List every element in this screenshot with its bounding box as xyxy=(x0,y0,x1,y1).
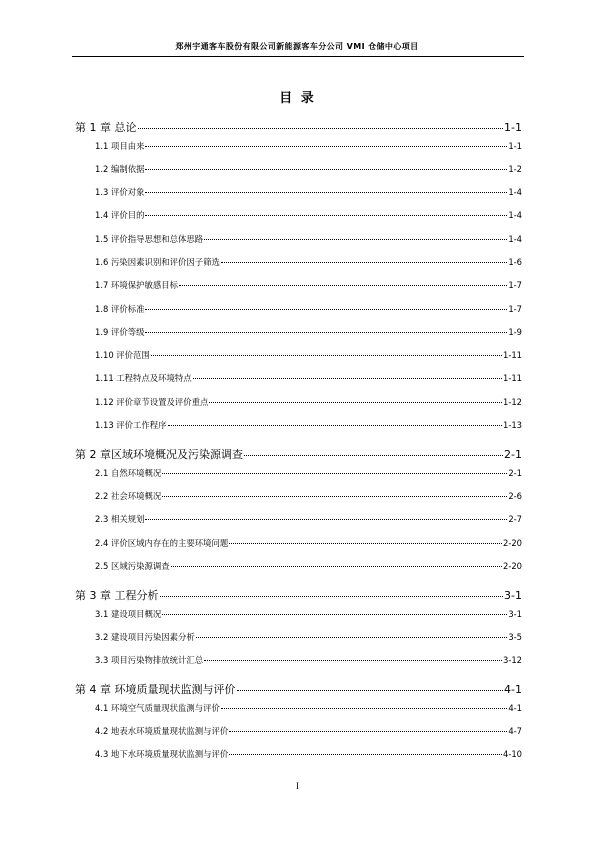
toc-entry-page: 4-10 xyxy=(502,749,522,759)
toc-entry-page: 2-6 xyxy=(508,491,522,501)
toc-entry-label: 2.3 相关规划 xyxy=(95,514,145,524)
dot-leader xyxy=(151,355,502,356)
toc-section-entry[interactable] xyxy=(95,349,522,361)
toc-entry-page: 1-11 xyxy=(502,350,522,360)
toc-entry-page: 1-4 xyxy=(508,187,522,197)
toc-entry-label: 第 1 章 总论 xyxy=(75,121,137,134)
toc-entry-page: 1-1 xyxy=(504,121,522,134)
toc-section-entry[interactable] xyxy=(95,608,522,620)
toc-section-entry[interactable] xyxy=(95,490,522,502)
toc-entry-page: 1-7 xyxy=(508,304,522,314)
toc-section-entry[interactable] xyxy=(95,725,522,737)
toc-entry-page: 4-7 xyxy=(508,726,522,736)
dot-leader xyxy=(145,146,507,147)
toc-section-entry[interactable] xyxy=(95,631,522,643)
toc-entry-page: 3-1 xyxy=(504,589,522,602)
toc-entry-label: 1.3 评价对象 xyxy=(95,187,145,197)
toc-entry-page: 1-9 xyxy=(508,327,522,337)
toc-chapter-entry[interactable] xyxy=(75,446,522,461)
dot-leader xyxy=(145,332,507,333)
toc-section-entry[interactable] xyxy=(95,467,522,479)
toc-entry-page: 2-1 xyxy=(508,468,522,478)
toc-entry-label: 2.4 评价区域内存在的主要环境问题 xyxy=(95,538,229,548)
toc-entry-page: 2-20 xyxy=(502,538,522,548)
toc-entry-page: 1-11 xyxy=(502,373,522,383)
toc-entry-label: 3.1 建设项目概况 xyxy=(95,609,162,619)
toc-entry-label: 1.4 评价目的 xyxy=(95,210,145,220)
toc-section-entry[interactable] xyxy=(95,303,522,315)
toc-section-entry[interactable] xyxy=(95,326,522,338)
dot-leader xyxy=(168,425,502,426)
toc-entry-label: 第 4 章 环境质量现状监测与评价 xyxy=(75,683,236,696)
dot-leader xyxy=(221,262,507,263)
toc-entry-page: 2-7 xyxy=(508,514,522,524)
dot-leader xyxy=(171,566,502,567)
toc-section-entry[interactable] xyxy=(95,419,522,431)
toc-section-entry[interactable] xyxy=(95,702,522,714)
toc-entry-label: 1.5 评价指导思想和总体思路 xyxy=(95,234,204,244)
dot-leader xyxy=(145,169,507,170)
dot-leader xyxy=(160,596,504,597)
toc-entry-page: 2-1 xyxy=(504,448,522,461)
toc-entry-label: 4.2 地表水环境质量现状监测与评价 xyxy=(95,726,229,736)
toc-entry-page: 4-1 xyxy=(508,703,522,713)
toc-section-entry[interactable] xyxy=(95,233,522,245)
toc-entry-page: 3-5 xyxy=(508,632,522,642)
toc-section-entry[interactable] xyxy=(95,209,522,221)
toc-entry-page: 1-6 xyxy=(508,257,522,267)
toc-entry-label: 1.8 评价标准 xyxy=(95,304,145,314)
dot-leader xyxy=(229,543,502,544)
toc-entry-page: 1-1 xyxy=(508,141,522,151)
toc-entry-label: 1.12 评价章节设置及评价重点 xyxy=(95,397,209,407)
toc-entry-label: 3.3 项目污染物排放统计汇总 xyxy=(95,655,204,665)
dot-leader xyxy=(145,519,507,520)
toc-title: 目 录 xyxy=(279,91,316,106)
dot-leader xyxy=(162,473,507,474)
toc-section-entry[interactable] xyxy=(95,186,522,198)
toc-entry-page: 3-12 xyxy=(502,655,522,665)
dot-leader xyxy=(209,402,502,403)
toc-entry-label: 1.13 评价工作程序 xyxy=(95,420,167,430)
dot-leader xyxy=(221,708,507,709)
dot-leader xyxy=(244,455,503,456)
toc-section-entry[interactable] xyxy=(95,537,522,549)
toc-section-entry[interactable] xyxy=(95,163,522,175)
toc-entry-label: 第 2 章区域环境概况及污染源调查 xyxy=(75,448,243,461)
dot-leader xyxy=(204,239,507,240)
toc-entry-label: 3.2 建设项目污染因素分析 xyxy=(95,632,195,642)
toc-section-entry[interactable] xyxy=(95,372,522,384)
dot-leader xyxy=(196,637,508,638)
toc-entry-page: 1-7 xyxy=(508,280,522,290)
toc-chapter-entry[interactable] xyxy=(75,681,522,696)
dot-leader xyxy=(145,192,507,193)
dot-leader xyxy=(162,496,507,497)
toc-section-entry[interactable] xyxy=(95,256,522,268)
toc-entry-label: 1.9 评价等级 xyxy=(95,327,145,337)
toc-section-entry[interactable] xyxy=(95,396,522,408)
toc-entry-label: 1.1 项目由来 xyxy=(95,141,145,151)
toc-entry-page: 1-2 xyxy=(508,164,522,174)
toc-entry-page: 1-4 xyxy=(508,210,522,220)
dot-leader xyxy=(138,128,504,129)
toc-entry-page: 2-20 xyxy=(502,561,522,571)
dot-leader xyxy=(179,285,507,286)
toc-chapter-entry[interactable] xyxy=(75,587,522,602)
toc-entry-label: 4.3 地下水环境质量现状监测与评价 xyxy=(95,749,229,759)
toc-entry-page: 1-12 xyxy=(502,397,522,407)
running-header: 郑州宇通客车股份有限公司新能源客车分公司 VMI 仓储中心项目 xyxy=(175,42,419,51)
toc-section-entry[interactable] xyxy=(95,279,522,291)
toc-section-entry[interactable] xyxy=(95,140,522,152)
page-number: I xyxy=(296,781,299,791)
toc-section-entry[interactable] xyxy=(95,513,522,525)
toc-entry-label: 1.10 评价范围 xyxy=(95,350,150,360)
dot-leader xyxy=(204,660,502,661)
toc-chapter-entry[interactable] xyxy=(75,119,522,134)
toc-entry-label: 1.11 工程特点及环境特点 xyxy=(95,373,192,383)
toc-entry-label: 1.7 环境保护敏感目标 xyxy=(95,280,178,290)
toc-section-entry[interactable] xyxy=(95,748,522,760)
toc-entry-page: 1-13 xyxy=(502,420,522,430)
toc-entry-page: 3-1 xyxy=(508,609,522,619)
toc-section-entry[interactable] xyxy=(95,654,522,666)
toc-entry-label: 1.6 污染因素识别和评价因子筛选 xyxy=(95,257,220,267)
toc-entry-page: 1-4 xyxy=(508,234,522,244)
dot-leader xyxy=(237,690,504,691)
toc-entry-label: 1.2 编制依据 xyxy=(95,164,145,174)
toc-entry-label: 2.2 社会环境概况 xyxy=(95,491,162,501)
toc-entry-label: 第 3 章 工程分析 xyxy=(75,589,159,602)
toc-entry-label: 2.5 区域污染源调查 xyxy=(95,561,170,571)
toc-entry-page: 4-1 xyxy=(504,683,522,696)
toc-entry-label: 2.1 自然环境概况 xyxy=(95,468,162,478)
dot-leader xyxy=(229,731,507,732)
toc-section-entry[interactable] xyxy=(95,560,522,572)
dot-leader xyxy=(193,378,502,379)
dot-leader xyxy=(145,309,507,310)
dot-leader xyxy=(162,614,507,615)
toc-entry-label: 4.1 环境空气质量现状监测与评价 xyxy=(95,703,220,713)
dot-leader xyxy=(145,215,507,216)
dot-leader xyxy=(229,754,502,755)
